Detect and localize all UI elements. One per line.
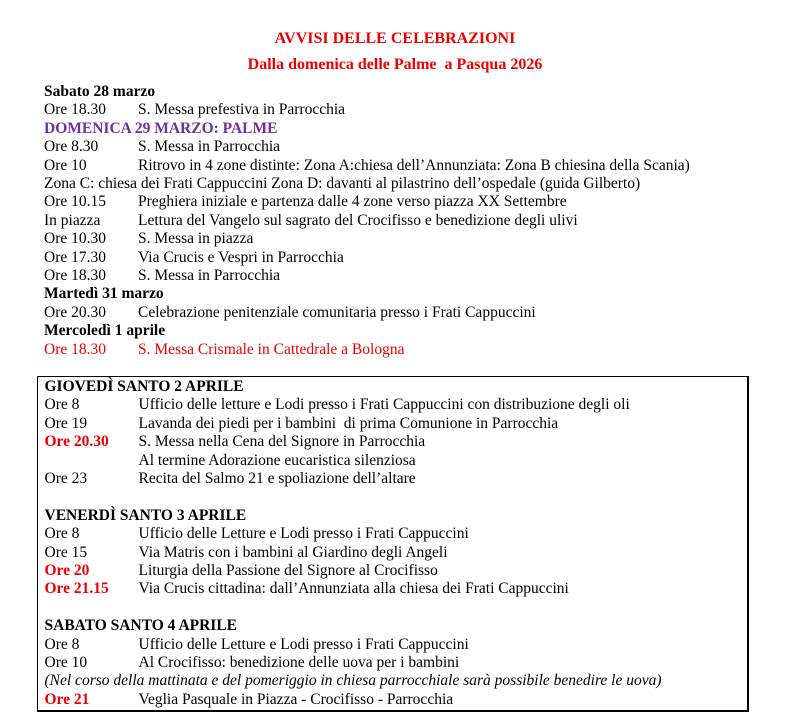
day-heading-sabato-santo: SABATO SANTO 4 APRILE [44,617,238,635]
day-heading-domenica: DOMENICA 29 MARZO: PALME [44,119,278,137]
entry-time: Ore 10.15 [44,193,106,211]
entry-time: Ore 18.30 [44,340,106,358]
entry-time: In piazza [44,211,101,229]
entry-time: Ore 10 [44,654,88,672]
schedule-entry [45,636,745,654]
entry-time: Ore 17.30 [44,248,106,266]
day-heading-martedi: Martedì 31 marzo [44,285,164,303]
entry-text: Via Crucis cittadina: dall’Annunziata alla chiesa dei Frati Cappuccini [138,580,569,598]
entry-text: S. Messa in piazza [138,230,254,248]
schedule-entry [45,452,745,470]
entry-text: Ufficio delle Letture e Lodi presso i Frati Cappuccini [138,635,469,653]
weekday-schedule [44,83,764,359]
schedule-note: Zona C: chiesa dei Frati Cappuccini Zona D: davanti al pilastrino dell’ospedale (guida Gilberto) [44,175,641,193]
entry-text: S. Messa prefestiva in Parrocchia [138,101,346,119]
entry-text: Liturgia della Passione del Signore al Crocifisso [138,562,438,580]
schedule-entry [45,525,745,543]
day-heading-sabato: Sabato 28 marzo [44,83,156,100]
schedule-entry [45,544,745,562]
schedule-entry [45,691,745,709]
document-title: AVVISI DELLE CELEBRAZIONI [274,30,516,47]
entry-time: Ore 8 [44,396,80,414]
day-heading-mercoledi: Mercoledì 1 aprile [44,322,166,340]
entry-text: Ritrovo in 4 zone distinte: Zona A:chiesa dell’Annunziata: Zona B chiesina della Scania) [138,156,690,174]
entry-text: S. Messa in Parrocchia [138,267,281,285]
schedule-entry-highlight [44,341,764,359]
entry-text: Via Crucis e Vespri in Parrocchia [138,248,344,266]
entry-time-highlight: Ore 20.30 [44,433,109,451]
entry-text: Celebrazione penitenziale comunitaria presso i Frati Cappuccini [138,303,536,321]
entry-text: Ufficio delle Letture e Lodi presso i Frati Cappuccini [138,525,469,543]
entry-time: Ore 15 [44,543,88,561]
entry-text: S. Messa Crismale in Cattedrale a Bologna [138,340,405,358]
entry-time: Ore 23 [44,470,88,488]
entry-text: Ufficio delle letture e Lodi presso i Frati Cappuccini con distribuzione degli oli [138,396,630,414]
schedule-entry [45,562,745,580]
entry-text: Via Matris con i bambini al Giardino degli Angeli [138,543,448,561]
entry-time: Ore 10.30 [44,230,106,248]
entry-time: Ore 20.30 [44,303,106,321]
schedule-entry [45,654,745,672]
entry-time: Ore 10 [44,156,87,174]
schedule-entry [44,249,764,267]
entry-text: Preghiera iniziale e partenza dalle 4 zone verso piazza XX Settembre [138,193,567,211]
entry-text: Al termine Adorazione eucaristica silenziosa [138,451,416,469]
schedule-entry [45,470,745,488]
entry-text: Lettura del Vangelo sul sagrato del Crocifisso e benedizione degli ulivi [138,211,578,229]
schedule-note: (Nel corso della mattinata e del pomeriggio in chiesa parrocchiale sarà possibile benedire le uova) [44,672,662,690]
entry-time-highlight: Ore 21.15 [44,580,109,598]
schedule-entry [45,580,745,598]
schedule-entry [44,101,764,119]
triduum-box [37,376,749,712]
day-heading-giovedi-santo: GIOVEDÌ SANTO 2 APRILE [44,378,244,395]
schedule-entry [45,396,745,414]
entry-text: Recita del Salmo 21 e spoliazione dell’altare [138,470,416,488]
entry-time: Ore 8 [44,525,80,543]
schedule-entry [45,415,745,433]
entry-time: Ore 8 [44,635,80,653]
entry-time-highlight: Ore 21 [44,690,90,708]
schedule-entry [44,193,764,211]
entry-time: Ore 8.30 [44,138,99,156]
entry-time-highlight: Ore 20 [44,562,90,580]
schedule-entry [44,267,764,285]
entry-time: Ore 18.30 [44,267,106,285]
schedule-entry [45,433,745,451]
entry-time: Ore 18.30 [44,101,106,119]
schedule-entry [44,138,764,156]
schedule-entry [44,304,764,322]
schedule-entry [44,157,764,175]
day-heading-venerdi-santo: VENERDÌ SANTO 3 APRILE [44,506,247,524]
spacer [45,488,745,506]
schedule-entry [44,212,764,230]
entry-time: Ore 19 [44,414,88,432]
entry-text: S. Messa in Parrocchia [138,138,281,156]
entry-text: Lavanda dei piedi per i bambini di prima Comunione in Parrocchia [138,414,559,432]
spacer [45,599,745,617]
document-subtitle: Dalla domenica delle Palme a Pasqua 2026 [247,56,543,73]
entry-text: Veglia Pasquale in Piazza - Crocifisso - Parrocchia [138,690,454,708]
entry-text: S. Messa nella Cena del Signore in Parrocchia [138,433,426,451]
schedule-entry [44,230,764,248]
entry-text: Al Crocifisso: benedizione delle uova per i bambini [138,654,460,672]
